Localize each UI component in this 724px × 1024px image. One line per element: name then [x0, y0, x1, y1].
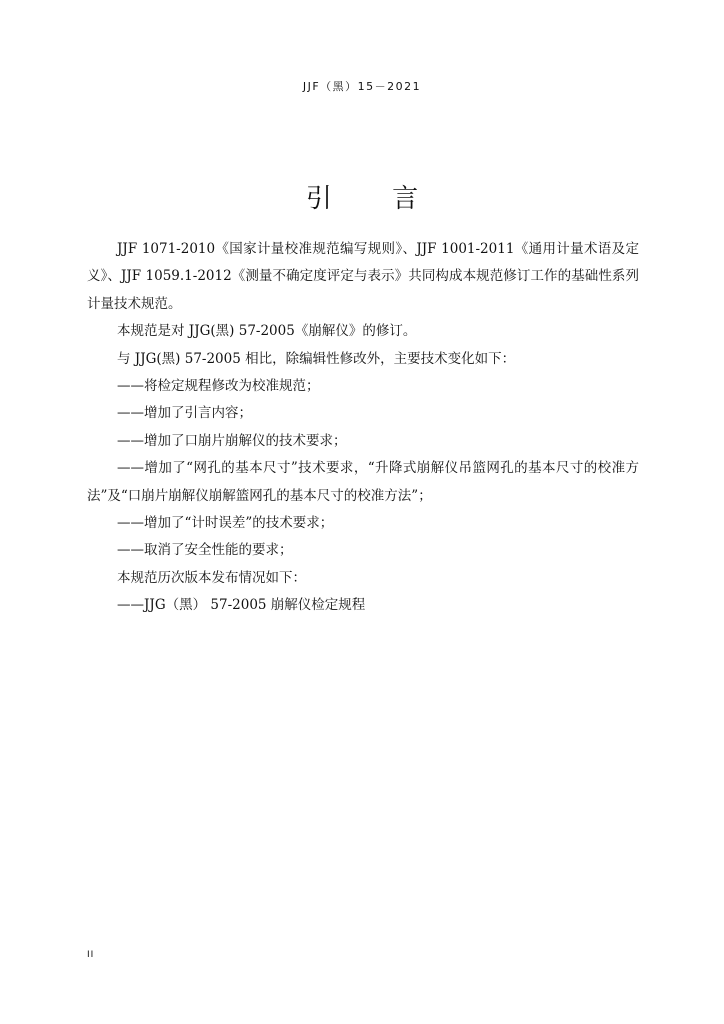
section-title: 引 言 — [305, 184, 445, 214]
change-item: ——增加了“计时误差”的技术要求； — [117, 515, 334, 532]
history-item: ——JJG（黑） 57-2005 崩解仪检定规程 — [117, 597, 366, 614]
change-item: ——将检定规程修改为校准规范； — [117, 378, 320, 395]
change-item: ——增加了引言内容； — [117, 405, 252, 422]
paragraph-revision-note: 本规范是对 JJG(黑) 57-2005《崩解仪》的修订。 — [117, 323, 417, 340]
paragraph-intro: JJF 1071-2010《国家计量校准规范编写规则》、JJF 1001-2011《通用计量术语及定义》、JJF 1059.1-2012《测量不确定度评定与表示》共同构成本规范修订工作的基础性系列计量技术规范。 — [87, 241, 639, 312]
paragraph-changes-lead: 与 JJG(黑) 57-2005 相比，除编辑性修改外，主要技术变化如下： — [117, 350, 516, 367]
paragraph-history-lead: 本规范历次版本发布情况如下： — [117, 569, 306, 586]
change-item: ——增加了口崩片崩解仪的技术要求； — [117, 432, 347, 449]
body-text — [87, 236, 639, 620]
change-item: ——增加了“网孔的基本尺寸”技术要求，“升降式崩解仪吊篮网孔的基本尺寸的校准方法”及“口崩片崩解仪崩解篮网孔的基本尺寸的校准方法”； — [87, 460, 639, 504]
document-code-header: JJF（黑）15－2021 — [302, 80, 422, 93]
change-item: ——取消了安全性能的要求； — [117, 542, 293, 559]
page-number: II — [87, 950, 95, 960]
